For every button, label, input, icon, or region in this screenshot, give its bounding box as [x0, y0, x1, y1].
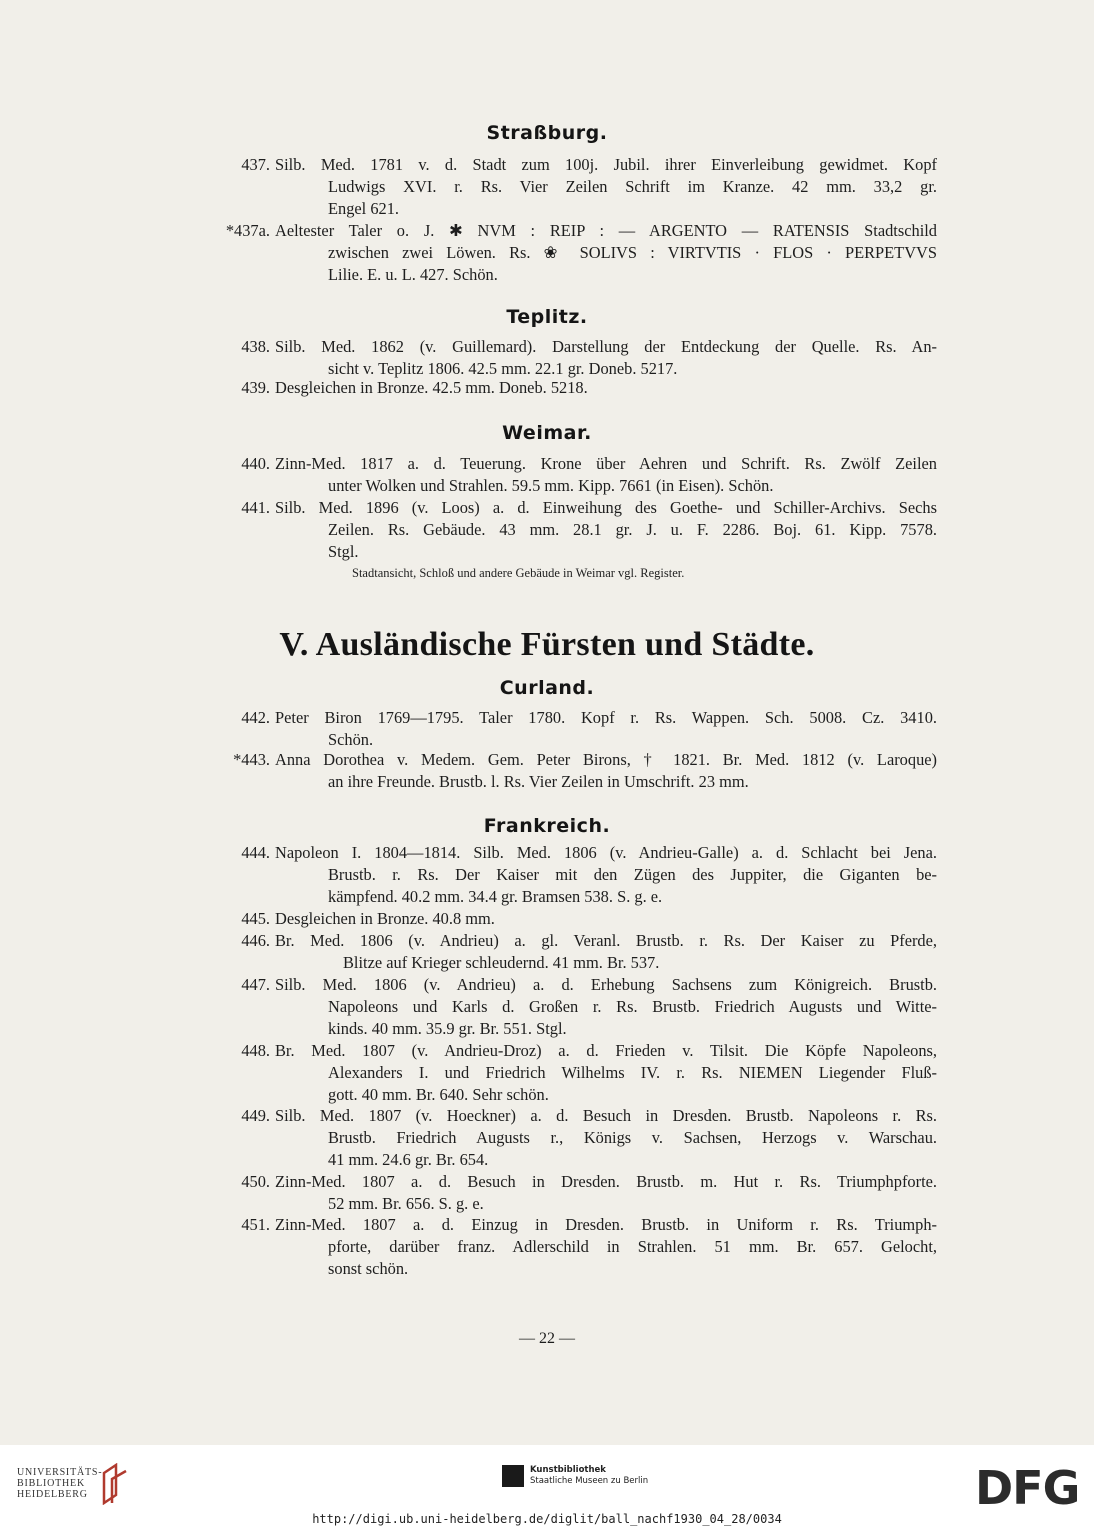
entry-444	[222, 842, 937, 908]
entry-line: Silb. Med. 1806 (v. Andrieu) a. d. Erhebung Sachsens zum Königreich. Brustb.	[275, 975, 937, 994]
kb-name: Kunstbibliothek	[530, 1465, 606, 1475]
entry-line: Alexanders I. und Friedrich Wilhelms IV. r. Rs. NIEMEN Liegender Fluß-	[328, 1063, 937, 1082]
entry-line: Silb. Med. 1896 (v. Loos) a. d. Einweihung des Goethe- und Schiller-Archivs. Sechs	[275, 498, 937, 517]
ub-heidelberg-logo[interactable]	[17, 1467, 102, 1500]
entry-line: 52 mm. Br. 656. S. g. e.	[328, 1194, 484, 1213]
heading-weimar: Weimar.	[502, 422, 592, 444]
entry-line: Brustb. Friedrich Augusts r., Königs v. Sachsen, Herzogs v. Warschau.	[328, 1128, 937, 1147]
entry-451	[222, 1214, 937, 1280]
entry-437a	[222, 220, 937, 286]
heading-strassburg: Straßburg.	[486, 122, 608, 144]
entry-number: *437a.	[225, 221, 270, 240]
ub-heidelberg-mark-icon	[100, 1463, 130, 1505]
viewer-footer	[0, 1445, 1094, 1530]
entry-438	[222, 336, 937, 380]
entry-line: zwischen zwei Löwen. Rs. ❀ SOLIVS : VIRTVTIS · FLOS · PERPETVVS	[328, 243, 937, 262]
heading-teplitz: Teplitz.	[506, 306, 588, 328]
entry-445	[222, 908, 937, 930]
entry-line: Zeilen. Rs. Gebäude. 43 mm. 28.1 gr. J. u. F. 2286. Boj. 61. Kipp. 7578.	[328, 520, 937, 539]
entry-line: Br. Med. 1807 (v. Andrieu-Droz) a. d. Frieden v. Tilsit. Die Köpfe Napoleons,	[275, 1041, 937, 1060]
permalink-url[interactable]: http://digi.ub.uni-heidelberg.de/diglit/ball_nachf1930_04_28/0034	[312, 1512, 782, 1526]
entry-437	[222, 154, 937, 220]
entry-line: Ludwigs XVI. r. Rs. Vier Zeilen Schrift im Kranze. 42 mm. 33,2 gr.	[328, 177, 937, 196]
entry-number: 446.	[241, 931, 270, 950]
entry-line: pforte, darüber franz. Adlerschild in Strahlen. 51 mm. Br. 657. Gelocht,	[328, 1237, 937, 1256]
entry-line: Desgleichen in Bronze. 40.8 mm.	[275, 909, 495, 928]
entry-line: Stgl.	[328, 542, 359, 561]
heading-frankreich: Frankreich.	[483, 815, 611, 837]
entry-440	[222, 453, 937, 497]
entry-448	[222, 1040, 937, 1106]
entry-443	[222, 749, 937, 793]
entry-line: Zinn-Med. 1807 a. d. Einzug in Dresden. Brustb. in Uniform r. Rs. Triumph-	[275, 1215, 937, 1234]
entry-line: gott. 40 mm. Br. 640. Sehr schön.	[328, 1085, 549, 1104]
entry-line: sicht v. Teplitz 1806. 42.5 mm. 22.1 gr. Doneb. 5217.	[328, 359, 678, 378]
entry-number: 437.	[241, 155, 270, 174]
kunstbibliothek-logo-text	[530, 1465, 648, 1487]
kb-subtitle: Staatliche Museen zu Berlin	[530, 1476, 649, 1486]
entry-number: 449.	[241, 1106, 270, 1125]
entry-442	[222, 707, 937, 751]
entry-number: 448.	[241, 1041, 270, 1060]
entry-line: Anna Dorothea v. Medem. Gem. Peter Birons, † 1821. Br. Med. 1812 (v. Laroque)	[275, 750, 937, 769]
entry-439	[222, 377, 937, 399]
entry-line: Zinn-Med. 1817 a. d. Teuerung. Krone über Aehren und Schrift. Rs. Zwölf Zeilen	[275, 454, 937, 473]
entry-line: Lilie. E. u. L. 427. Schön.	[328, 265, 498, 284]
ub-logo-line: UNIVERSITÄTS-	[17, 1467, 103, 1478]
dfg-logo[interactable]: DFG	[975, 1461, 1080, 1515]
entry-number: 441.	[241, 498, 270, 517]
entry-line: Napoleon I. 1804—1814. Silb. Med. 1806 (v. Andrieu-Galle) a. d. Schlacht bei Jena.	[275, 843, 937, 862]
entry-line: Schön.	[328, 730, 374, 749]
entry-line: an ihre Freunde. Brustb. l. Rs. Vier Zeilen in Umschrift. 23 mm.	[328, 772, 749, 791]
entry-line: Peter Biron 1769—1795. Taler 1780. Kopf r. Rs. Wappen. Sch. 5008. Cz. 3410.	[275, 708, 937, 727]
entry-line: Zinn-Med. 1807 a. d. Besuch in Dresden. Brustb. m. Hut r. Rs. Triumphpforte.	[275, 1172, 937, 1191]
entry-449	[222, 1105, 937, 1171]
entry-line: sonst schön.	[328, 1259, 409, 1278]
entry-number: 444.	[241, 843, 270, 862]
entry-line: Napoleons und Karls d. Großen r. Rs. Brustb. Friedrich Augusts und Witte-	[328, 997, 937, 1016]
entry-line: Blitze auf Krieger schleudernd. 41 mm. Br. 537.	[343, 953, 660, 972]
part-title: V. Ausländische Fürsten und Städte.	[279, 626, 815, 663]
entry-line: kinds. 40 mm. 35.9 gr. Br. 551. Stgl.	[328, 1019, 567, 1038]
entry-line: Silb. Med. 1862 (v. Guillemard). Darstellung der Entdeckung der Quelle. Rs. An-	[275, 337, 937, 356]
entry-number: *443.	[233, 750, 270, 769]
entry-line: unter Wolken und Strahlen. 59.5 mm. Kipp. 7661 (in Eisen). Schön.	[328, 476, 774, 495]
entry-450	[222, 1171, 937, 1215]
ub-logo-line: BIBLIOTHEK	[17, 1478, 85, 1489]
entry-line: Engel 621.	[328, 199, 400, 218]
entry-number: 450.	[241, 1172, 270, 1191]
entry-number: 445.	[241, 909, 270, 928]
weimar-note: Stadtansicht, Schloß und andere Gebäude in Weimar vgl. Register.	[352, 566, 685, 580]
entry-number: 439.	[241, 378, 270, 397]
entry-line: Aeltester Taler o. J. ✱ NVM : REIP : — ARGENTO — RATENSIS Stadtschild	[275, 221, 937, 240]
entry-number: 447.	[241, 975, 270, 994]
heading-curland: Curland.	[499, 677, 595, 699]
entry-number: 438.	[241, 337, 270, 356]
entry-line: Br. Med. 1806 (v. Andrieu) a. gl. Veranl. Brustb. r. Rs. Der Kaiser zu Pferde,	[275, 931, 937, 950]
entry-number: 442.	[241, 708, 270, 727]
entry-line: Desgleichen in Bronze. 42.5 mm. Doneb. 5218.	[275, 378, 588, 397]
entry-441	[222, 497, 937, 563]
entry-line: Silb. Med. 1807 (v. Hoeckner) a. d. Besuch in Dresden. Brustb. Napoleons r. Rs.	[275, 1106, 937, 1125]
entry-447	[222, 974, 937, 1040]
entry-line: Brustb. r. Rs. Der Kaiser mit den Zügen des Juppiter, die Giganten be-	[328, 865, 937, 884]
entry-446	[222, 930, 937, 974]
kunstbibliothek-logo-icon[interactable]	[502, 1465, 524, 1487]
ub-logo-line: HEIDELBERG	[17, 1489, 88, 1500]
page-number: — 22 —	[519, 1330, 575, 1347]
entry-number: 440.	[241, 454, 270, 473]
entry-number: 451.	[241, 1215, 270, 1234]
entry-line: Silb. Med. 1781 v. d. Stadt zum 100j. Jubil. ihrer Einverleibung gewidmet. Kopf	[275, 155, 937, 174]
entry-line: 41 mm. 24.6 gr. Br. 654.	[328, 1150, 489, 1169]
entry-line: kämpfend. 40.2 mm. 34.4 gr. Bramsen 538. S. g. e.	[328, 887, 663, 906]
